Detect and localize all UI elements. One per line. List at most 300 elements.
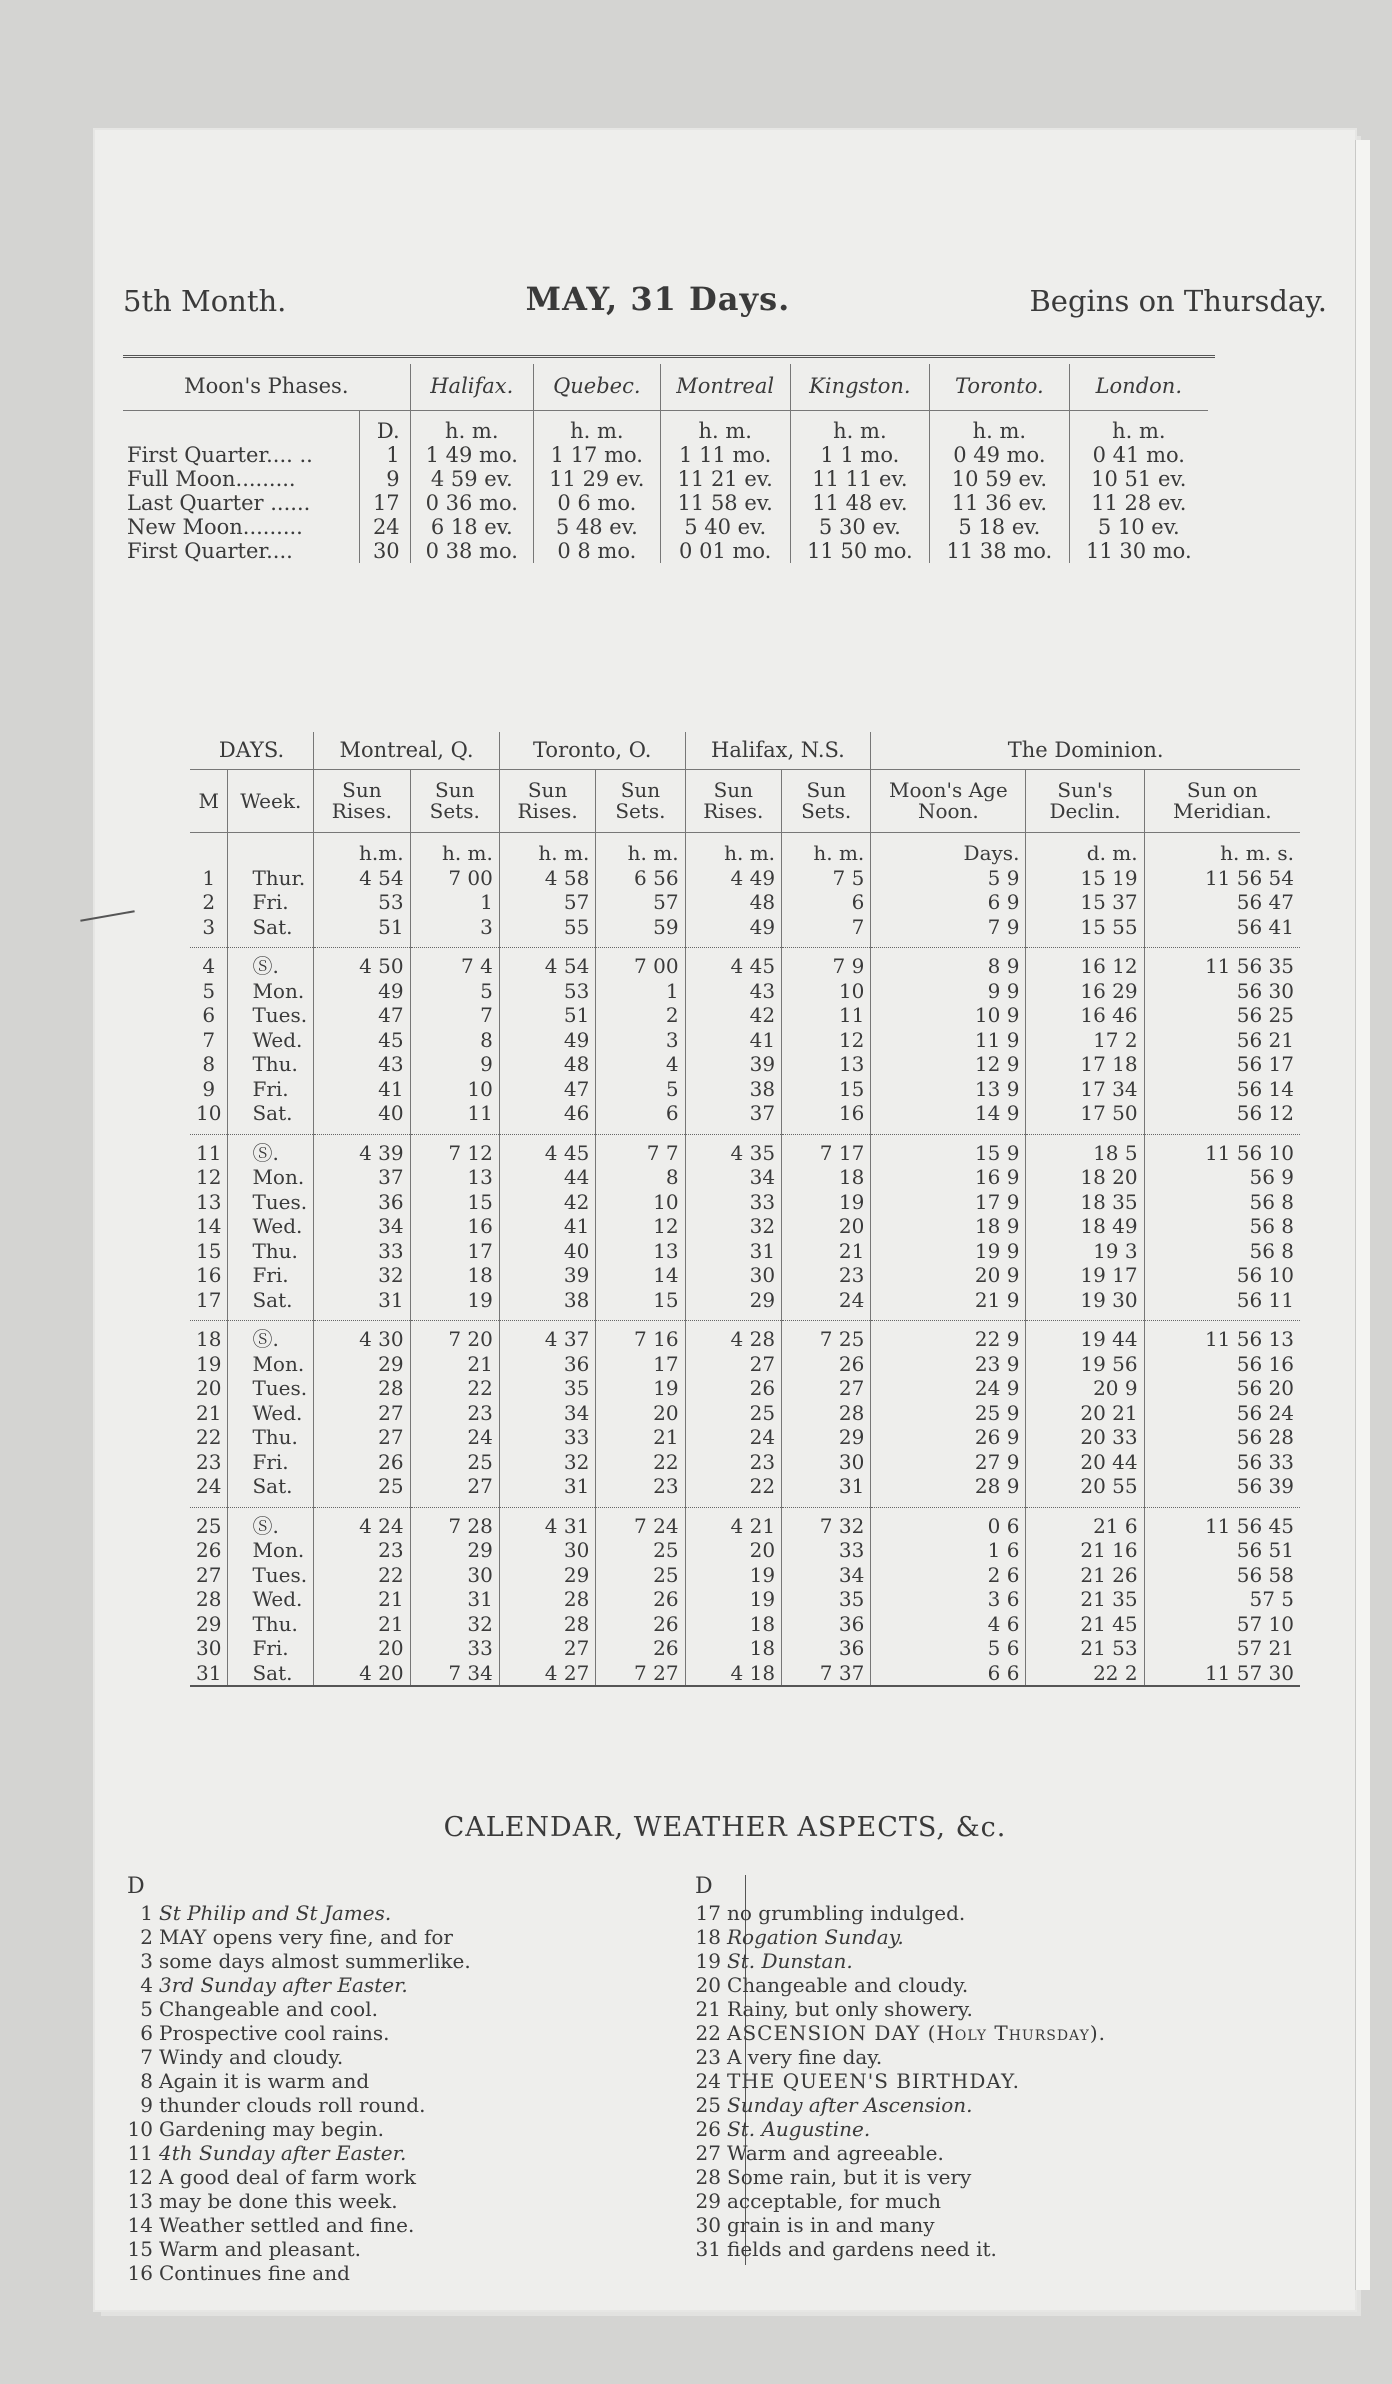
days-group-row xyxy=(190,732,1300,770)
day-cell: 32 xyxy=(410,1612,499,1637)
phase-time: 4 59 ev. xyxy=(410,467,533,491)
day-cell: 23 xyxy=(596,1474,685,1507)
day-cell: 4 39 xyxy=(314,1134,410,1165)
day-cell: Mon. xyxy=(228,1538,314,1563)
day-cell: 7 00 xyxy=(410,866,499,891)
phase-time: 11 30 mo. xyxy=(1069,539,1208,563)
calendar-note xyxy=(695,1997,1106,2021)
day-cell: 20 xyxy=(196,1376,222,1400)
day-cell: 7 7 xyxy=(596,1134,685,1165)
day-cell: 18 20 xyxy=(1026,1165,1144,1190)
day-cell: 1 xyxy=(202,865,216,890)
day-cell: Sat. xyxy=(228,1288,314,1321)
calendar-note xyxy=(695,2237,1106,2261)
day-cell: 39 xyxy=(685,1052,781,1077)
day-cell: 56 8 xyxy=(1144,1190,1300,1215)
day-cell: 37 xyxy=(314,1165,410,1190)
day-cell: 8 xyxy=(202,1052,216,1076)
month-number: 5th Month. xyxy=(123,284,287,318)
days-group-header: DAYS. xyxy=(190,732,314,770)
day-cell: 4 35 xyxy=(685,1134,781,1165)
day-cell: 31 xyxy=(410,1587,499,1612)
note-text: Changeable and cool. xyxy=(159,1997,378,2021)
phase-time: 0 36 mo. xyxy=(410,491,533,515)
day-cell: 28 xyxy=(499,1587,595,1612)
day-cell: 18 9 xyxy=(871,1214,1026,1239)
phase-time: 10 59 ev. xyxy=(930,467,1069,491)
day-cell: 7 9 xyxy=(871,915,1026,948)
calendar-note xyxy=(127,2093,471,2117)
phase-time: 0 8 mo. xyxy=(533,539,660,563)
day-cell: 21 xyxy=(314,1612,410,1637)
phase-time: 11 58 ev. xyxy=(660,491,790,515)
day-cell: 19 xyxy=(685,1587,781,1612)
calendar-note xyxy=(127,2069,471,2093)
day-cell: 56 47 xyxy=(1144,890,1300,915)
note-text: thunder clouds roll round. xyxy=(159,2093,426,2117)
phases-col-header: Moon's Phases. xyxy=(123,364,410,411)
calendar-title: CALENDAR, WEATHER ASPECTS, &c. xyxy=(443,1812,1007,1843)
note-day: 22 xyxy=(695,2021,721,2045)
day-cell: 11 56 54 xyxy=(1144,866,1300,891)
calendar-notes-right xyxy=(695,1875,1106,2261)
days-subheader: Sun on Meridian. xyxy=(1144,770,1300,833)
day-cell: 2 6 xyxy=(871,1563,1026,1588)
phase-day: 24 xyxy=(359,515,410,539)
calendar-note xyxy=(695,1925,1106,1949)
day-cell: 4 45 xyxy=(685,948,781,979)
day-cell: Fri. xyxy=(228,890,314,915)
note-text: ASCENSION DAY (Holy Thursday). xyxy=(727,2021,1107,2045)
day-cell: Sat. xyxy=(228,1474,314,1507)
day-cell: 40 xyxy=(499,1239,595,1264)
day-row xyxy=(190,1450,1300,1475)
day-cell: Fri. xyxy=(228,1450,314,1475)
days-subheader: Sun Sets. xyxy=(596,770,685,833)
day-cell: 18 xyxy=(685,1636,781,1661)
phases-unit: D. xyxy=(359,411,410,444)
day-cell: 9 xyxy=(202,1076,216,1101)
day-cell: Wed. xyxy=(228,1028,314,1053)
phase-time: 11 11 ev. xyxy=(790,467,929,491)
note-day: 6 xyxy=(140,2021,153,2045)
note-day: 9 xyxy=(140,2093,153,2117)
note-day: 19 xyxy=(695,1949,721,1973)
day-cell: 49 xyxy=(499,1028,595,1053)
days-unit: h. m. xyxy=(499,833,595,866)
day-cell: 14 xyxy=(196,1214,222,1238)
day-cell: 27 xyxy=(314,1401,410,1426)
days-group-header: Toronto, O. xyxy=(499,732,685,770)
day-cell: 9 xyxy=(410,1052,499,1077)
note-text: St. Dunstan. xyxy=(727,1949,853,1973)
day-cell: 6 xyxy=(596,1101,685,1134)
day-cell: 15 55 xyxy=(1026,915,1144,948)
note-day: 7 xyxy=(140,2045,153,2069)
day-cell: 20 33 xyxy=(1026,1425,1144,1450)
day-cell: 7 xyxy=(782,915,871,948)
day-cell: 21 xyxy=(196,1400,222,1425)
calendar-note xyxy=(695,2213,1106,2237)
note-text: no grumbling indulged. xyxy=(727,1901,966,1925)
day-cell: 13 xyxy=(410,1165,499,1190)
day-cell: 4 37 xyxy=(499,1321,595,1352)
page-header xyxy=(123,280,1327,318)
day-cell: 0 6 xyxy=(871,1507,1026,1538)
day-cell: 19 xyxy=(596,1376,685,1401)
day-cell: 8 xyxy=(596,1165,685,1190)
day-cell: 21 35 xyxy=(1026,1587,1144,1612)
day-cell: 38 xyxy=(685,1077,781,1102)
day-cell: 32 xyxy=(685,1214,781,1239)
note-day: 18 xyxy=(695,1925,721,1949)
day-cell: 29 xyxy=(685,1288,781,1321)
day-cell: 11 56 13 xyxy=(1144,1321,1300,1352)
day-cell: 17 18 xyxy=(1026,1052,1144,1077)
day-cell: 36 xyxy=(782,1636,871,1661)
phase-day: 9 xyxy=(359,467,410,491)
day-cell: 26 9 xyxy=(871,1425,1026,1450)
day-cell: 20 xyxy=(685,1538,781,1563)
day-cell: 32 xyxy=(314,1263,410,1288)
note-day: 24 xyxy=(695,2069,721,2093)
day-cell: 17 9 xyxy=(871,1190,1026,1215)
days-unit xyxy=(228,833,314,866)
day-cell: 11 56 35 xyxy=(1144,948,1300,979)
day-cell: 13 xyxy=(196,1189,222,1214)
day-cell: 27 xyxy=(685,1352,781,1377)
phase-name: Last Quarter ...... xyxy=(127,491,311,515)
days-unit: h.m. xyxy=(314,833,410,866)
note-day: 14 xyxy=(127,2213,153,2237)
day-cell: 11 56 10 xyxy=(1144,1134,1300,1165)
day-cell: 25 xyxy=(410,1450,499,1475)
phase-time: 5 18 ev. xyxy=(930,515,1069,539)
day-cell: 7 25 xyxy=(782,1321,871,1352)
day-cell: 48 xyxy=(499,1052,595,1077)
note-text: Warm and agreeable. xyxy=(727,2141,944,2165)
day-cell: 42 xyxy=(499,1190,595,1215)
phases-unit: h. m. xyxy=(533,411,660,444)
phases-unit: h. m. xyxy=(660,411,790,444)
day-cell: 42 xyxy=(685,1003,781,1028)
day-cell: Fri. xyxy=(228,1077,314,1102)
day-cell: 36 xyxy=(782,1612,871,1637)
day-cell: 7 16 xyxy=(596,1321,685,1352)
calendar-note xyxy=(127,2261,471,2285)
note-day: 31 xyxy=(695,2237,721,2261)
day-cell: 26 xyxy=(596,1587,685,1612)
day-cell: 15 xyxy=(410,1190,499,1215)
note-text: A very fine day. xyxy=(727,2045,883,2069)
day-row xyxy=(190,1077,1300,1102)
day-cell: 16 xyxy=(196,1263,222,1287)
day-row xyxy=(190,915,1300,948)
days-subheader: Week. xyxy=(228,770,314,833)
days-unit: h. m. xyxy=(782,833,871,866)
phases-unit: h. m. xyxy=(410,411,533,444)
phases-col-header: Halifax. xyxy=(410,364,533,411)
day-cell: Ⓢ. xyxy=(228,1321,314,1352)
day-cell: 16 46 xyxy=(1026,1003,1144,1028)
day-cell: 19 3 xyxy=(1026,1239,1144,1264)
phase-day: 17 xyxy=(359,491,410,515)
day-cell: 27 9 xyxy=(871,1450,1026,1475)
day-cell: 25 xyxy=(190,1507,228,1538)
note-day: 21 xyxy=(695,1997,721,2021)
day-row xyxy=(190,1134,1300,1165)
day-row xyxy=(190,1288,1300,1321)
day-cell: 18 49 xyxy=(1026,1214,1144,1239)
days-unit xyxy=(190,833,228,866)
calendar-note xyxy=(127,2117,471,2141)
day-cell: 28 xyxy=(782,1401,871,1426)
day-cell: 47 xyxy=(499,1077,595,1102)
day-cell: 29 xyxy=(782,1425,871,1450)
day-cell: 11 xyxy=(410,1101,499,1134)
day-cell: 55 xyxy=(499,915,595,948)
calendar-note xyxy=(127,2045,471,2069)
day-cell: 27 xyxy=(782,1376,871,1401)
days-unit-row xyxy=(190,833,1300,866)
day-cell: 7 00 xyxy=(596,948,685,979)
note-day: 2 xyxy=(140,1925,153,1949)
day-cell: 30 xyxy=(196,1636,222,1660)
note-day: 20 xyxy=(695,1973,721,1997)
calendar-note xyxy=(695,1901,1106,1925)
day-cell: 56 33 xyxy=(1144,1450,1300,1475)
day-cell: 51 xyxy=(314,915,410,948)
day-cell: 12 9 xyxy=(871,1052,1026,1077)
day-cell: 41 xyxy=(685,1028,781,1053)
day-row xyxy=(190,1376,1300,1401)
note-text: some days almost summerlike. xyxy=(159,1949,471,1973)
day-cell: 4 27 xyxy=(499,1661,595,1687)
note-text: St Philip and St James. xyxy=(159,1901,392,1925)
day-cell: Thu. xyxy=(228,1612,314,1637)
day-cell: Tues. xyxy=(228,1003,314,1028)
day-row xyxy=(190,866,1300,891)
phase-name: First Quarter.... .. xyxy=(127,443,313,467)
day-cell: 36 xyxy=(499,1352,595,1377)
day-cell: 41 xyxy=(499,1214,595,1239)
day-cell: 19 xyxy=(782,1190,871,1215)
day-cell: 12 xyxy=(196,1165,222,1189)
day-cell: 7 9 xyxy=(782,948,871,979)
days-unit: h. m. xyxy=(685,833,781,866)
calendar-note xyxy=(695,2021,1106,2045)
day-cell: 43 xyxy=(685,979,781,1004)
phase-day: 1 xyxy=(359,443,410,467)
note-day: 5 xyxy=(140,1997,153,2021)
phase-time: 1 17 mo. xyxy=(533,443,660,467)
phase-time: 0 01 mo. xyxy=(660,539,790,563)
day-cell: 56 17 xyxy=(1144,1052,1300,1077)
day-cell: 6 9 xyxy=(871,890,1026,915)
day-cell: 13 xyxy=(596,1239,685,1264)
day-cell: 32 xyxy=(499,1450,595,1475)
day-cell: 4 xyxy=(190,948,228,979)
day-cell: 18 5 xyxy=(1026,1134,1144,1165)
day-cell: 57 xyxy=(499,890,595,915)
phases-unit: h. m. xyxy=(790,411,929,444)
calendar-note xyxy=(127,2189,471,2213)
day-cell: 56 24 xyxy=(1144,1401,1300,1426)
day-cell: 4 54 xyxy=(314,866,410,891)
day-row xyxy=(190,1101,1300,1134)
note-text: Windy and cloudy. xyxy=(159,2045,344,2069)
notes-right-heading: D xyxy=(695,1874,713,1899)
day-cell: 29 xyxy=(499,1563,595,1588)
note-text: Gardening may begin. xyxy=(159,2117,385,2141)
day-cell: 27 xyxy=(196,1562,222,1587)
note-day: 1 xyxy=(140,1901,153,1925)
phase-time: 11 21 ev. xyxy=(660,467,790,491)
day-cell: Tues. xyxy=(228,1376,314,1401)
day-row xyxy=(190,1612,1300,1637)
note-day: 16 xyxy=(127,2261,153,2285)
note-text: St. Augustine. xyxy=(727,2117,871,2141)
day-cell: 18 xyxy=(410,1263,499,1288)
day-cell: 18 xyxy=(190,1321,228,1352)
note-day: 27 xyxy=(695,2141,721,2165)
day-row xyxy=(190,1563,1300,1588)
day-cell: 14 9 xyxy=(871,1101,1026,1134)
day-row xyxy=(190,1214,1300,1239)
days-subheader-row xyxy=(190,770,1300,833)
day-cell: 56 12 xyxy=(1144,1101,1300,1134)
note-text: Some rain, but it is very xyxy=(727,2165,972,2189)
day-row xyxy=(190,1636,1300,1661)
note-day: 11 xyxy=(127,2141,153,2165)
day-cell: 21 xyxy=(410,1352,499,1377)
phase-row xyxy=(123,443,1208,467)
day-cell: 26 xyxy=(314,1450,410,1475)
day-cell: 12 xyxy=(596,1214,685,1239)
day-cell: 49 xyxy=(685,915,781,948)
day-cell: Ⓢ. xyxy=(228,1134,314,1165)
day-cell: 57 10 xyxy=(1144,1612,1300,1637)
calendar-note xyxy=(127,1973,471,1997)
day-cell: 56 39 xyxy=(1144,1474,1300,1507)
day-cell: 31 xyxy=(499,1474,595,1507)
day-cell: 13 9 xyxy=(871,1077,1026,1102)
phase-time: 10 51 ev. xyxy=(1069,467,1208,491)
day-cell: 21 26 xyxy=(1026,1563,1144,1588)
day-cell: 23 xyxy=(685,1450,781,1475)
day-cell: 17 xyxy=(196,1287,222,1312)
day-cell: 16 xyxy=(782,1101,871,1134)
day-row xyxy=(190,1401,1300,1426)
calendar-note xyxy=(127,1901,471,1925)
note-day: 29 xyxy=(695,2189,721,2213)
phases-col-header: Toronto. xyxy=(930,364,1069,411)
note-day: 8 xyxy=(140,2069,153,2093)
day-cell: 21 45 xyxy=(1026,1612,1144,1637)
day-cell: 26 xyxy=(782,1352,871,1377)
day-row xyxy=(190,1003,1300,1028)
day-cell: 10 xyxy=(196,1101,222,1125)
day-cell: 20 21 xyxy=(1026,1401,1144,1426)
day-cell: 47 xyxy=(314,1003,410,1028)
days-subheader: Moon's Age Noon. xyxy=(871,770,1026,833)
day-cell: 19 30 xyxy=(1026,1288,1144,1321)
day-cell: 23 xyxy=(196,1449,222,1474)
day-cell: 26 xyxy=(596,1636,685,1661)
day-cell: 48 xyxy=(685,890,781,915)
day-cell: 25 xyxy=(596,1563,685,1588)
phase-row xyxy=(123,467,1208,491)
day-cell: 4 18 xyxy=(685,1661,781,1687)
day-cell: 7 5 xyxy=(782,866,871,891)
note-text: Rainy, but only showery. xyxy=(727,1997,973,2021)
day-cell: 22 xyxy=(596,1450,685,1475)
day-cell: 28 9 xyxy=(871,1474,1026,1507)
day-cell: 19 xyxy=(685,1563,781,1588)
day-row xyxy=(190,1239,1300,1264)
day-cell: 15 9 xyxy=(871,1134,1026,1165)
day-cell: 34 xyxy=(499,1401,595,1426)
day-cell: 18 35 xyxy=(1026,1190,1144,1215)
day-cell: 27 xyxy=(499,1636,595,1661)
day-cell: 5 xyxy=(202,978,216,1003)
day-cell: 15 xyxy=(782,1077,871,1102)
day-cell: 3 xyxy=(202,914,216,939)
day-cell: 43 xyxy=(314,1052,410,1077)
day-cell: 56 21 xyxy=(1144,1028,1300,1053)
day-row xyxy=(190,1538,1300,1563)
day-cell: 31 xyxy=(314,1288,410,1321)
day-cell: 17 34 xyxy=(1026,1077,1144,1102)
days-unit: d. m. xyxy=(1026,833,1144,866)
day-cell: 4 54 xyxy=(499,948,595,979)
day-cell: 27 xyxy=(410,1474,499,1507)
phase-time: 1 49 mo. xyxy=(410,443,533,467)
day-cell: 23 xyxy=(314,1538,410,1563)
day-cell: 44 xyxy=(499,1165,595,1190)
day-cell: 5 9 xyxy=(871,866,1026,891)
day-cell: 6 xyxy=(782,890,871,915)
phase-name: First Quarter.... xyxy=(127,539,293,563)
calendar-note xyxy=(127,1925,471,1949)
days-group-header: The Dominion. xyxy=(871,732,1300,770)
day-cell: 6 6 xyxy=(871,1661,1026,1687)
day-cell: 36 xyxy=(314,1190,410,1215)
days-unit: h. m. xyxy=(410,833,499,866)
day-row xyxy=(190,1263,1300,1288)
day-cell: 35 xyxy=(782,1587,871,1612)
day-cell: 33 xyxy=(499,1425,595,1450)
day-cell: 22 xyxy=(410,1376,499,1401)
day-cell: 30 xyxy=(499,1538,595,1563)
day-cell: 7 12 xyxy=(410,1134,499,1165)
day-cell: Ⓢ. xyxy=(228,1507,314,1538)
day-cell: 56 58 xyxy=(1144,1563,1300,1588)
day-cell: 18 xyxy=(685,1612,781,1637)
note-text: Changeable and cloudy. xyxy=(727,1973,969,1997)
day-cell: 1 xyxy=(410,890,499,915)
day-cell: Thu. xyxy=(228,1239,314,1264)
day-cell: 10 9 xyxy=(871,1003,1026,1028)
day-cell: 20 55 xyxy=(1026,1474,1144,1507)
day-cell: 28 xyxy=(314,1376,410,1401)
day-cell: 10 xyxy=(410,1077,499,1102)
day-cell: 45 xyxy=(314,1028,410,1053)
day-cell: 31 xyxy=(782,1474,871,1507)
phase-row xyxy=(123,491,1208,515)
days-unit: h. m. s. xyxy=(1144,833,1300,866)
day-row xyxy=(190,948,1300,979)
